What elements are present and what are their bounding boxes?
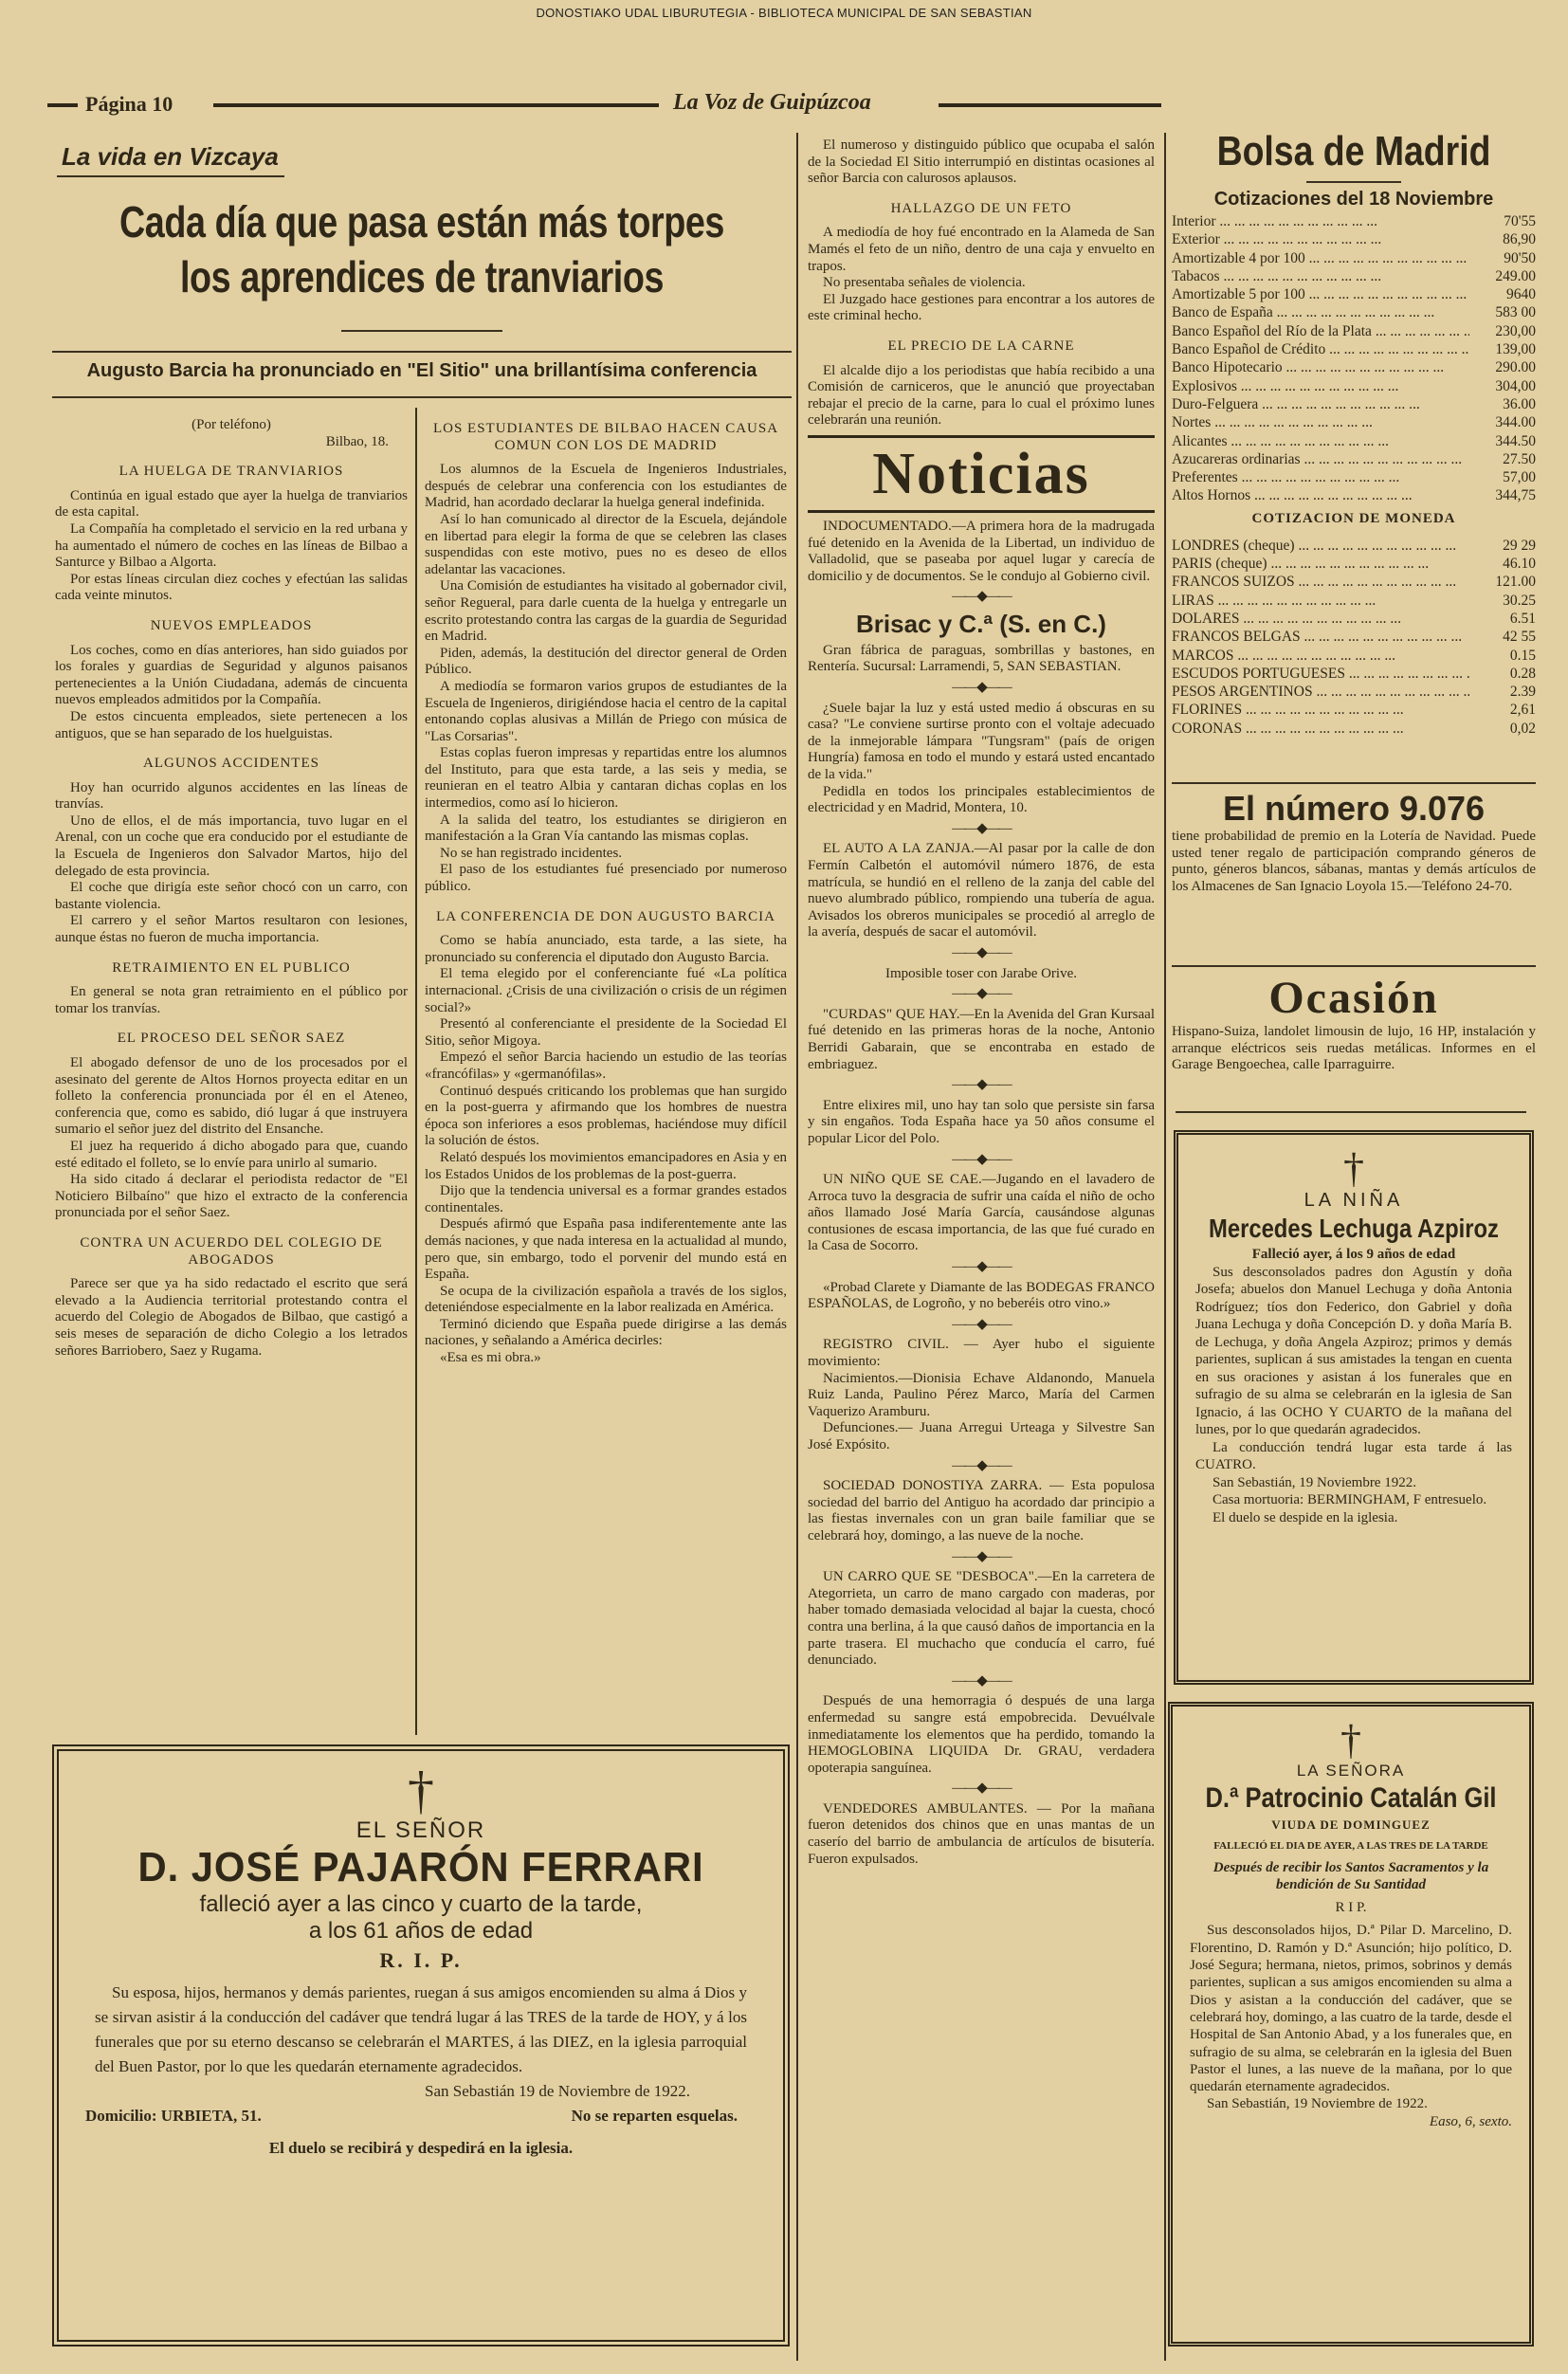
ornament-divider: ——◆—— xyxy=(952,1259,1011,1275)
quote-row xyxy=(1172,432,1536,450)
quote-name: Interior ... . xyxy=(1172,212,1469,230)
article-paragraph: Uno de ellos, el de más importancia, tuvo lugar en el Arenal, con un coche que era conducido por el estudiante de la Escuela de Ingenieros don Salvador Martos, hijo del delegado de esta provincia. xyxy=(55,813,408,879)
quote-value: 86,90 xyxy=(1503,231,1536,248)
ornament-divider: ——◆—— xyxy=(952,986,1011,1002)
article-subheading: RETRAIMIENTO EN EL PUBLICO xyxy=(112,959,351,976)
obit-kicker: EL SEÑOR xyxy=(356,1817,486,1843)
obit-name: D. JOSÉ PAJARÓN FERRARI xyxy=(137,1844,704,1890)
quote-name: Tabacos ... . xyxy=(1172,267,1469,285)
article-paragraph: Así lo han comunicado al director de la Escuela, dejándole en libertad para elegir la forma de que se celebren las clases suspendidas con este motivo, pues no es deseo de ellos adelantar las vacaciones. xyxy=(425,511,787,577)
headline: Cada día que pasa están más torpes los aprendices de tranviarios xyxy=(119,197,725,301)
obit-body: Sus desconsolados padres don Agustín y doña Josefa; abuelos don Manuel Lechuga y doña Antonia Rodríguez; tíos don Federico, don Gabriel y doña Juana Lechuga y doña Concepción D. y doña María B. de Lechuga, y doña Angela Azpiroz; primos y demás parientes, suplican á sus amistades la tengan en cuenta en sus oraciones y asistan á los funerales que en sufragio de su alma se celebrarán en la iglesia de San Ignacio, á las OCHO Y CUARTO de la mañana del lunes, por lo que quedarán agradecidos. xyxy=(1195,1264,1512,1437)
divider xyxy=(1172,965,1536,967)
quote-value: 344.50 xyxy=(1495,432,1536,449)
article-paragraph: INDOCUMENTADO.—A primera hora de la madrugada fué detenido en la Avenida de la Libertad, un individuo de Valladolid, que se paseaba por aquel lugar y carecía de domicilio y de documentos. Se le condujo al Gobierno civil. xyxy=(808,518,1155,584)
ornament-divider: ——◆—— xyxy=(952,1548,1011,1564)
divider xyxy=(1306,181,1401,183)
article-paragraph: «Probad Clarete y Diamante de las BODEGAS FRANCO ESPAÑOLAS, de Logroño, y no beberéis otro vino.» xyxy=(808,1279,1155,1312)
ad-title: Brisac y C.ª (S. en C.) xyxy=(856,609,1106,638)
column-rule xyxy=(415,408,417,1735)
article-paragraph: A la salida del teatro, los estudiantes se dirigieron en manifestación a la Gran Vía cantando las mismas coplas. xyxy=(425,812,787,845)
quote-name: Amortizable 5 por 100 ... . xyxy=(1172,285,1469,303)
quote-name: Explosivos ... . xyxy=(1172,377,1469,395)
quote-row xyxy=(1172,573,1536,591)
quote-value: 139,00 xyxy=(1495,341,1536,358)
ornament-divider: ——◆—— xyxy=(952,589,1011,605)
obit-date: San Sebastián, 19 Noviembre 1922. xyxy=(1212,1474,1416,1490)
article-paragraph: Continúa en igual estado que ayer la huelga de tranviarios de esta capital. xyxy=(55,487,408,520)
obit-conduction: La conducción tendrá lugar esta tarde á las CUATRO. xyxy=(1195,1439,1512,1472)
noticias-banner: Noticias xyxy=(808,435,1155,513)
lottery-body: tiene probabilidad de premio en la Lotería de Navidad. Puede usted tener regalo de participación comprando géneros de punto, géneros blancos, sábanas, mantas y demás artículos de los Almacenes de San Ignacio Loyola 15.—Teléfono 24-70. xyxy=(1172,829,1536,894)
quote-row xyxy=(1172,647,1536,665)
article-paragraph: UN NIÑO QUE SE CAE.—Jugando en el lavadero de Arroca tuvo la desgracia de sufrir una caída el niño de ocho años llamado José María García, causándose algunas contusiones de escasa importancia, de las que fué curado en la Casa de Socorro. xyxy=(808,1172,1155,1254)
quote-value: 0,02 xyxy=(1509,720,1536,737)
quote-row xyxy=(1172,303,1536,321)
article-subheading: LA CONFERENCIA DE DON AUGUSTO BARCIA xyxy=(436,908,775,924)
quote-row xyxy=(1172,592,1536,610)
obit-died: FALLECIÓ EL DIA DE AYER, A LAS TRES DE LA TARDE xyxy=(1213,1840,1488,1853)
page-header xyxy=(47,90,1161,119)
article-paragraph: Nacimientos.—Dionisia Echave Aldanondo, Manuela Ruiz Landa, Paulino Pérez Marco, María del Carmen Vaquerizo Aramburu. xyxy=(808,1370,1155,1419)
article-paragraph: VENDEDORES AMBULANTES. — Por la mañana fueron detenidos dos chinos que en unas mantas de un caserío del barrio de ambulancia de artículos de bisutería. Fueron expulsados. xyxy=(808,1800,1155,1867)
quote-name: Exterior ... . xyxy=(1172,230,1469,248)
article-paragraph: Hoy han ocurrido algunos accidentes en las líneas de tranvías. xyxy=(55,779,408,813)
cross-icon: † xyxy=(1343,1145,1364,1192)
article-paragraph: En general se nota gran retraimiento en el público por tomar los tranvías. xyxy=(55,984,408,1016)
obit-no-cards: No se reparten esquelas. xyxy=(571,2107,738,2125)
ornament-divider: ——◆—— xyxy=(952,1457,1011,1473)
library-banner: DONOSTIAKO UDAL LIBURUTEGIA - BIBLIOTECA MUNICIPAL DE SAN SEBASTIAN xyxy=(536,6,1032,20)
obit-date: San Sebastián 19 de Noviembre de 1922. xyxy=(425,2082,690,2100)
noticias-column xyxy=(808,137,1155,2361)
quote-row xyxy=(1172,322,1536,340)
obit-body: Su esposa, hijos, hermanos y demás parientes, ruegan á sus amigos encomienden su alma á Dios y se sirvan asistir á la conducción del cadáver que tendrá lugar á las TRES de la tarde de HOY, y á los funerales que por su eterno descanso se celebrarán el MARTES, á las DIEZ, en la iglesia parroquial del Buen Pastor, por lo que les quedarán eternamente agradecidos. xyxy=(95,1983,747,2075)
ornament-divider: ——◆—— xyxy=(952,680,1011,696)
article-paragraph: EL AUTO A LA ZANJA.—Al pasar por la calle de don Fermín Calbetón el automóvil número 1876, de esta matrícula, se hundió en el relleno de la zanja del cable del nuevo alumbrado público, rompiendo una tubería de agua. Avisados los obreros municipales se procedió al arreglo de la avería, después de sacar el automóvil. xyxy=(808,841,1155,940)
quote-row xyxy=(1172,358,1536,376)
ocasion-title: Ocasión xyxy=(1268,973,1439,1023)
article-paragraph: Parece ser que ya ha sido redactado el escrito que será elevado a la Audiencia territorial protestando contra el acuerdo del Colegio de Abogados de Bilbao, que castigó a seis meses de separación de dicho Colegio a los letrados señores Barriobero, Saez y Rugama. xyxy=(55,1276,408,1359)
divider xyxy=(57,175,284,177)
obituary-main xyxy=(52,1744,790,2347)
article-subheading: ALGUNOS ACCIDENTES xyxy=(143,756,319,772)
quote-value: 42 55 xyxy=(1503,629,1536,646)
obit-line-1: falleció ayer a las cinco y cuarto de la tarde, xyxy=(199,1891,643,1917)
header-rule xyxy=(47,103,78,107)
obit-name: D.ª Patrocinio Catalán Gil xyxy=(1205,1782,1497,1814)
article-paragraph: Relató después los movimientos emancipadores en Asia y en los Estados Unidos de los problemas de la post-guerra. xyxy=(425,1149,787,1182)
divider xyxy=(1172,782,1536,784)
bolsa-title: Bolsa de Madrid xyxy=(1216,128,1491,174)
quote-name: FRANCOS SUIZOS ... . xyxy=(1172,573,1469,591)
quote-row xyxy=(1172,212,1536,230)
article-paragraph: El carrero y el señor Martos resultaron con lesiones, aunque éstas no fueron de mucha importancia. xyxy=(55,913,408,946)
masthead: La Voz de Guipúzcoa xyxy=(673,90,871,115)
quote-row xyxy=(1172,665,1536,683)
currency-list xyxy=(1172,537,1536,738)
quote-name: Preferentes ... . xyxy=(1172,468,1469,486)
quote-name: ESCUDOS PORTUGUESES ... . xyxy=(1172,665,1469,683)
quote-value: 344,75 xyxy=(1495,487,1536,504)
quote-name: PESOS ARGENTINOS ... . xyxy=(1172,683,1469,701)
article-paragraph: Empezó el señor Barcia haciendo un estudio de las teorías «francófilas» y «germanófilas». xyxy=(425,1050,787,1082)
article-paragraph: Presentó al conferenciante el presidente de la Sociedad El Sitio, señor Migoya. xyxy=(425,1016,787,1049)
ornament-divider: ——◆—— xyxy=(952,820,1011,836)
article-paragraph: El alcalde dijo a los periodistas que había recibido a una Comisión de carniceros, que le anunció que proyectaban rebajar el precio de la carne, para lo cual el próximo lunes celebrarán una reunión. xyxy=(808,362,1155,429)
article-paragraph: Los coches, como en días anteriores, han sido guiados por los forales y guardias de Seguridad y algunos paisanos pertenecientes a la Unión Ciudadana, además de cincuenta nuevos empleados admitidos por la Compañía. xyxy=(55,642,408,708)
lottery-ad xyxy=(1172,789,1536,895)
article-paragraph: Por estas líneas circulan diez coches y efectúan las salidas cada veinte minutos. xyxy=(55,571,408,604)
article-paragraph: No se han registrado incidentes. xyxy=(440,845,623,861)
quote-value: 9640 xyxy=(1506,286,1536,303)
article-paragraph: «Esa es mi obra.» xyxy=(440,1350,541,1366)
article-paragraph: Estas coplas fueron impresas y repartidas entre los alumnos del Instituto, para que esta tarde, a las seis y media, se reunieran en el teatro Albia y cantaran dichas coplas en los intermedios, como así lo hicieron. xyxy=(425,745,787,812)
article-paragraph: Entre elixires mil, uno hay tan solo que persiste sin farsa y sin engaños. Toda España hace ya 50 años consume el popular Licor del Polo. xyxy=(808,1097,1155,1146)
header-rule xyxy=(939,103,1161,107)
article-paragraph: Se ocupa de la civilización española a través de los siglos, deteniéndose especialmente en la labor realizada en América. xyxy=(425,1283,787,1316)
quote-value: 304,00 xyxy=(1495,377,1536,394)
section-title: La vida en Vizcaya xyxy=(62,142,279,171)
centered-line: Imposible toser con Jarabe Orive. xyxy=(884,965,1078,981)
centered-line: (Por teléfono) xyxy=(191,417,271,432)
quote-value: 230,00 xyxy=(1495,322,1536,339)
article-paragraph: REGISTRO CIVIL. — Ayer hubo el siguiente movimiento: xyxy=(808,1337,1155,1370)
obit-line-2: a los 61 años de edad xyxy=(308,1918,534,1944)
quote-row xyxy=(1172,450,1536,468)
quote-row xyxy=(1172,537,1536,555)
article-paragraph: Una Comisión de estudiantes ha visitado al gobernador civil, señor Regueral, para darle cuenta de la huelga y entregarle un escrito protestando contra las cargas de la guardia de Seguridad en Madrid. xyxy=(425,578,787,645)
quote-row xyxy=(1172,249,1536,267)
divider xyxy=(52,351,792,353)
obit-duelo: El duelo se recibirá y despedirá en la iglesia. xyxy=(268,2139,574,2157)
article-paragraph: Como se había anunciado, esta tarde, a las siete, ha pronunciado su conferencia el diputado don Augusto Barcia. xyxy=(425,933,787,965)
quote-name: DOLARES ... . xyxy=(1172,610,1469,628)
obit-body: Sus desconsolados hijos, D.ª Pilar D. Marcelino, D. Florentino, D. Ramón y D.ª Asunción; hijo político, D. José Segura; hermana, nietos, primos, sobrinos y demás parientes, suplican a sus amigos encomienden su alma a Dios y asistan a la conducción del cadáver, que se celebrará hoy, domingo, a las cuatro de la tarde, desde el Hospital de San Antonio Abad, y a los funerales que, en sufragio de su alma, se celebrarán en la iglesia del Buen Pastor el lunes, a las nueve de la mañana, por lo que quedarán eternamente agradecidos. xyxy=(1190,1923,1512,2095)
article-paragraph: UN CARRO QUE SE "DESBOCA".—En la carretera de Ategorrieta, un carro de mano cargado con maderas, por haber tomado demasiada velocidad al bajar la cuesta, chocó contra una berlina, á la que causó daños de importancia en la parte trasera. El muchacho que conducía el carro, fué denunciado. xyxy=(808,1569,1155,1669)
article-paragraph: El Juzgado hace gestiones para encontrar a los autores de este criminal hecho. xyxy=(808,291,1155,324)
article-paragraph: Los alumnos de la Escuela de Ingenieros Industriales, después de celebrar una conferencia con los estudiantes de Madrid, han acordado declarar la huelga general indefinida. xyxy=(425,462,787,511)
divider xyxy=(52,396,792,398)
article-paragraph: A mediodía se formaron varios grupos de estudiantes de la Escuela de Ingenieros, dirigiéndose hacia el centro de la capital entonando coplas alusivas a Millán de Priego con música de "Las Corsarias". xyxy=(425,678,787,744)
obit-kicker: LA SEÑORA xyxy=(1296,1762,1406,1780)
divider xyxy=(1176,1111,1526,1113)
obituary-child xyxy=(1174,1130,1534,1685)
quote-row xyxy=(1172,413,1536,431)
quote-row xyxy=(1172,628,1536,646)
bolsa-subtitle: Cotizaciones del 18 Noviembre xyxy=(1213,189,1494,210)
article-subheading: NUEVOS EMPLEADOS xyxy=(150,617,313,633)
obit-kicker: LA NIÑA xyxy=(1304,1190,1404,1211)
divider xyxy=(341,330,502,332)
quote-row xyxy=(1172,683,1536,701)
obit-sacraments: Después de recibir los Santos Sacramentos y la bendición de Su Santidad xyxy=(1212,1859,1489,1892)
article-paragraph: Piden, además, la destitución del director general de Orden Público. xyxy=(425,645,787,678)
ornament-divider: ——◆—— xyxy=(952,1151,1011,1167)
obit-address: Easo, 6, sexto. xyxy=(1429,2113,1512,2129)
quote-name: Nortes ... . xyxy=(1172,413,1469,431)
column-rule xyxy=(796,133,798,2361)
quote-row xyxy=(1172,395,1536,413)
article-paragraph: De estos cincuenta empleados, siete pertenecen a los antiguos, que se han separado de los huelguistas. xyxy=(55,708,408,741)
subheadline: Augusto Barcia ha pronunciado en "El Sitio" una brillantísima conferencia xyxy=(86,360,757,381)
article-paragraph: No presentaba señales de violencia. xyxy=(823,275,1026,291)
quote-value: 36.00 xyxy=(1503,395,1536,412)
article-paragraph: Dijo que la tendencia universal es a formar grandes estados continentales. xyxy=(425,1183,787,1215)
article-paragraph: El abogado defensor de uno de los procesados por el asesinato del gerente de Altos Hornos proyecta editar en un folleto la conferencia pronunciada por él en el Ateneo, conferencia que, como es sabido, dió lugar á que instruyera sumario el señor juez del distrito del Ensanche. xyxy=(55,1055,408,1138)
obit-rip: R I P. xyxy=(1335,1900,1367,1916)
obit-domicile: Domicilio: URBIETA, 51. xyxy=(85,2107,262,2125)
ornament-divider: ——◆—— xyxy=(952,1672,1011,1689)
article-subheading: HALLAZGO DE UN FETO xyxy=(890,200,1072,216)
article-paragraph: "CURDAS" QUE HAY.—En la Avenida del Gran Kursaal fué detenido en las primeras horas de la noche, Antonio Berridi Gabarain, que se encontraba en estado de embriaguez. xyxy=(808,1006,1155,1072)
quote-row xyxy=(1172,701,1536,719)
obit-duelo: El duelo se despide en la iglesia. xyxy=(1212,1509,1398,1525)
ornament-divider: ——◆—— xyxy=(952,1077,1011,1093)
quote-row xyxy=(1172,377,1536,395)
quote-row xyxy=(1172,486,1536,504)
article-paragraph: Pedidla en todos los principales establecimientos de electricidad y en Madrid, Montera, 10. xyxy=(808,783,1155,816)
quote-list xyxy=(1172,212,1536,505)
quote-row xyxy=(1172,267,1536,285)
quote-name: Banco Español del Río de la Plata ... . xyxy=(1172,322,1469,340)
article-paragraph: Defunciones.— Juana Arregui Urteaga y Silvestre San José Expósito. xyxy=(808,1420,1155,1452)
quote-row xyxy=(1172,610,1536,628)
quote-row xyxy=(1172,468,1536,486)
obit-house: Casa mortuoria: BERMINGHAM, F entresuelo. xyxy=(1212,1492,1487,1507)
quote-value: 0.28 xyxy=(1509,665,1536,682)
article-paragraph: SOCIEDAD DONOSTIYA ZARRA. — Esta populosa sociedad del barrio del Antiguo ha acordado dar principio a las fiestas invernales con un gran baile familiar que se celebrará hoy, domingo, a las nueve de la noche. xyxy=(808,1478,1155,1543)
quote-value: 27.50 xyxy=(1503,450,1536,467)
article-column-2 xyxy=(425,408,787,1735)
quote-row xyxy=(1172,285,1536,303)
quote-value: 90'50 xyxy=(1504,249,1536,266)
article-subheading: CONTRA UN ACUERDO DEL COLEGIO DE ABOGADOS xyxy=(80,1234,383,1268)
quote-value: 290.00 xyxy=(1495,359,1536,376)
article-column-1 xyxy=(55,417,408,1735)
obit-name: Mercedes Lechuga Azpiroz xyxy=(1209,1214,1499,1243)
header-rule xyxy=(213,103,659,107)
quote-value: 29 29 xyxy=(1503,537,1536,554)
quote-name: Azucareras ordinarias ... . xyxy=(1172,450,1469,468)
article-paragraph: ¿Suele bajar la luz y está usted medio á obscuras en su casa? "Le conviene surtirse pronto con el voltaje adecuado de la inmejorable lámpara "Tungsram" (país de origen Hungría) famosa en todo el mundo y estará usted encantado de la vida." xyxy=(808,700,1155,783)
quote-name: CORONAS ... . xyxy=(1172,720,1469,738)
dateline: Bilbao, 18. xyxy=(325,433,389,449)
article-subheading: EL PRECIO DE LA CARNE xyxy=(887,338,1075,354)
quote-value: 30.25 xyxy=(1503,592,1536,609)
quote-value: 6.51 xyxy=(1509,610,1536,627)
quote-name: PARIS (cheque) ... . xyxy=(1172,555,1469,573)
quote-name: Banco de España ... . xyxy=(1172,303,1469,321)
quote-value: 344.00 xyxy=(1495,414,1536,431)
obituary-widow xyxy=(1168,1702,1534,2347)
article-paragraph: Después afirmó que España pasa indiferentemente ante las demás naciones, y que nada interesa en la actualidad al mundo, pero que, sin embargo, todo el porvenir del mundo está en España. xyxy=(425,1216,787,1283)
article-paragraph: Después de una hemorragia ó después de una larga enfermedad su sangre está empobrecida. Devuélvale inmediatamente los elementos que ha perdido, tomando la HEMOGLOBINA LIQUIDA Dr. GRAU, verdadera opoterapia sanguínea. xyxy=(808,1693,1155,1776)
page-number: Página 10 xyxy=(85,92,173,116)
column-rule xyxy=(1164,133,1166,2361)
obit-date: San Sebastián, 19 Noviembre de 1922. xyxy=(1207,2096,1428,2112)
quote-name: MARCOS ... . xyxy=(1172,647,1469,665)
bolsa-section xyxy=(1172,128,1536,738)
quote-value: 2,61 xyxy=(1509,702,1536,719)
article-paragraph: El coche que dirigía este señor chocó con un carro, con bastante violencia. xyxy=(55,880,408,912)
quote-name: FLORINES ... . xyxy=(1172,701,1469,719)
quote-value: 121.00 xyxy=(1495,574,1536,591)
article-paragraph: La Compañía ha completado el servicio en la red urbana y ha aumentado el número de coches en las líneas de Bilbao a Santurce y Bilbao a Algorta. xyxy=(55,520,408,571)
quote-value: 57,00 xyxy=(1503,469,1536,486)
article-paragraph: El juez ha requerido á dicho abogado para que, cuando esté editado el folleto, se lo envíe para unirlo al sumario. xyxy=(55,1138,408,1171)
obit-rip: R. I. P. xyxy=(379,1948,463,1972)
lottery-title: El número 9.076 xyxy=(1222,789,1486,828)
quote-value: 0.15 xyxy=(1509,647,1536,664)
article-paragraph: El numeroso y distinguido público que ocupaba el salón de la Sociedad El Sitio interrumpió en distintas ocasiones al señor Barcia con calurosos aplausos. xyxy=(808,137,1155,187)
ornament-divider: ——◆—— xyxy=(952,1316,1011,1332)
quote-name: Altos Hornos ... . xyxy=(1172,486,1469,504)
cross-icon: † xyxy=(408,1762,434,1820)
quote-name: Banco Hipotecario ... . xyxy=(1172,358,1469,376)
quote-name: FRANCOS BELGAS ... . xyxy=(1172,628,1469,646)
article-subheading: EL PROCESO DEL SEÑOR SAEZ xyxy=(117,1031,346,1047)
quote-name: Alicantes ... . xyxy=(1172,432,1469,450)
cross-icon: † xyxy=(1340,1717,1361,1763)
article-subheading: LA HUELGA DE TRANVIARIOS xyxy=(119,464,344,480)
article-paragraph: El tema elegido por el conferenciante fué «La política internacional. ¿Crisis de una civilización o crisis de un régimen social?» xyxy=(425,966,787,1015)
quote-row xyxy=(1172,555,1536,573)
quote-row xyxy=(1172,340,1536,358)
quote-name: LIRAS ... . xyxy=(1172,592,1469,610)
quote-value: 2.39 xyxy=(1509,684,1536,701)
article-subheading: LOS ESTUDIANTES DE BILBAO HACEN CAUSA COMUN CON LOS DE MADRID xyxy=(432,421,779,453)
quote-value: 46.10 xyxy=(1503,556,1536,573)
currency-title: COTIZACION DE MONEDA xyxy=(1251,510,1456,526)
article-paragraph: El paso de los estudiantes fué presenciado por numeroso público. xyxy=(425,862,787,895)
ornament-divider: ——◆—— xyxy=(952,944,1011,960)
quote-value: 583 00 xyxy=(1495,304,1536,321)
obit-line: VIUDA DE DOMINGUEZ xyxy=(1271,1817,1431,1832)
article-paragraph: Ha sido citado á declarar el periodista redactor de "El Noticiero Bilbaíno" que hizo el extracto de la conferencia pronunciada por el señor Saez. xyxy=(55,1172,408,1221)
quote-value: 249.00 xyxy=(1495,267,1536,284)
quote-row xyxy=(1172,230,1536,248)
quote-name: Duro-Felguera ... . xyxy=(1172,395,1469,413)
ocasion-ad xyxy=(1172,972,1536,1074)
quote-name: LONDRES (cheque) ... . xyxy=(1172,537,1469,555)
quote-value: 70'55 xyxy=(1504,213,1536,229)
quote-name: Amortizable 4 por 100 ... . xyxy=(1172,249,1469,267)
ocasion-body: Hispano-Suiza, landolet limousin de lujo, 16 HP, instalación y arranque eléctricos seis ruedas metálicas. Informes en el Garage Bengoechea, calle Iparraguirre. xyxy=(1172,1024,1536,1073)
quote-name: Banco Español de Crédito ... . xyxy=(1172,340,1469,358)
ornament-divider: ——◆—— xyxy=(952,1780,1011,1797)
article-paragraph: A mediodía de hoy fué encontrado en la Alameda de San Mamés el feto de un niño, dentro de una caja y envuelto en trapos. xyxy=(808,225,1155,274)
quote-row xyxy=(1172,720,1536,738)
obit-line: Falleció ayer, á los 9 años de edad xyxy=(1251,1247,1456,1262)
article-paragraph: Continuó después criticando los problemas que han surgido en la post-guerra y afirmando que los hombres de nuestra época son inferiores a esos problemas, haciéndose muy difícil la solución de éstos. xyxy=(425,1083,787,1149)
article-paragraph: Terminó diciendo que España puede dirigirse a las demás naciones, y señalando a América decirles: xyxy=(425,1316,787,1349)
article-paragraph: Gran fábrica de paraguas, sombrillas y bastones, en Rentería. Sucursal: Larramendi, 5, SAN SEBASTIAN. xyxy=(808,642,1155,675)
